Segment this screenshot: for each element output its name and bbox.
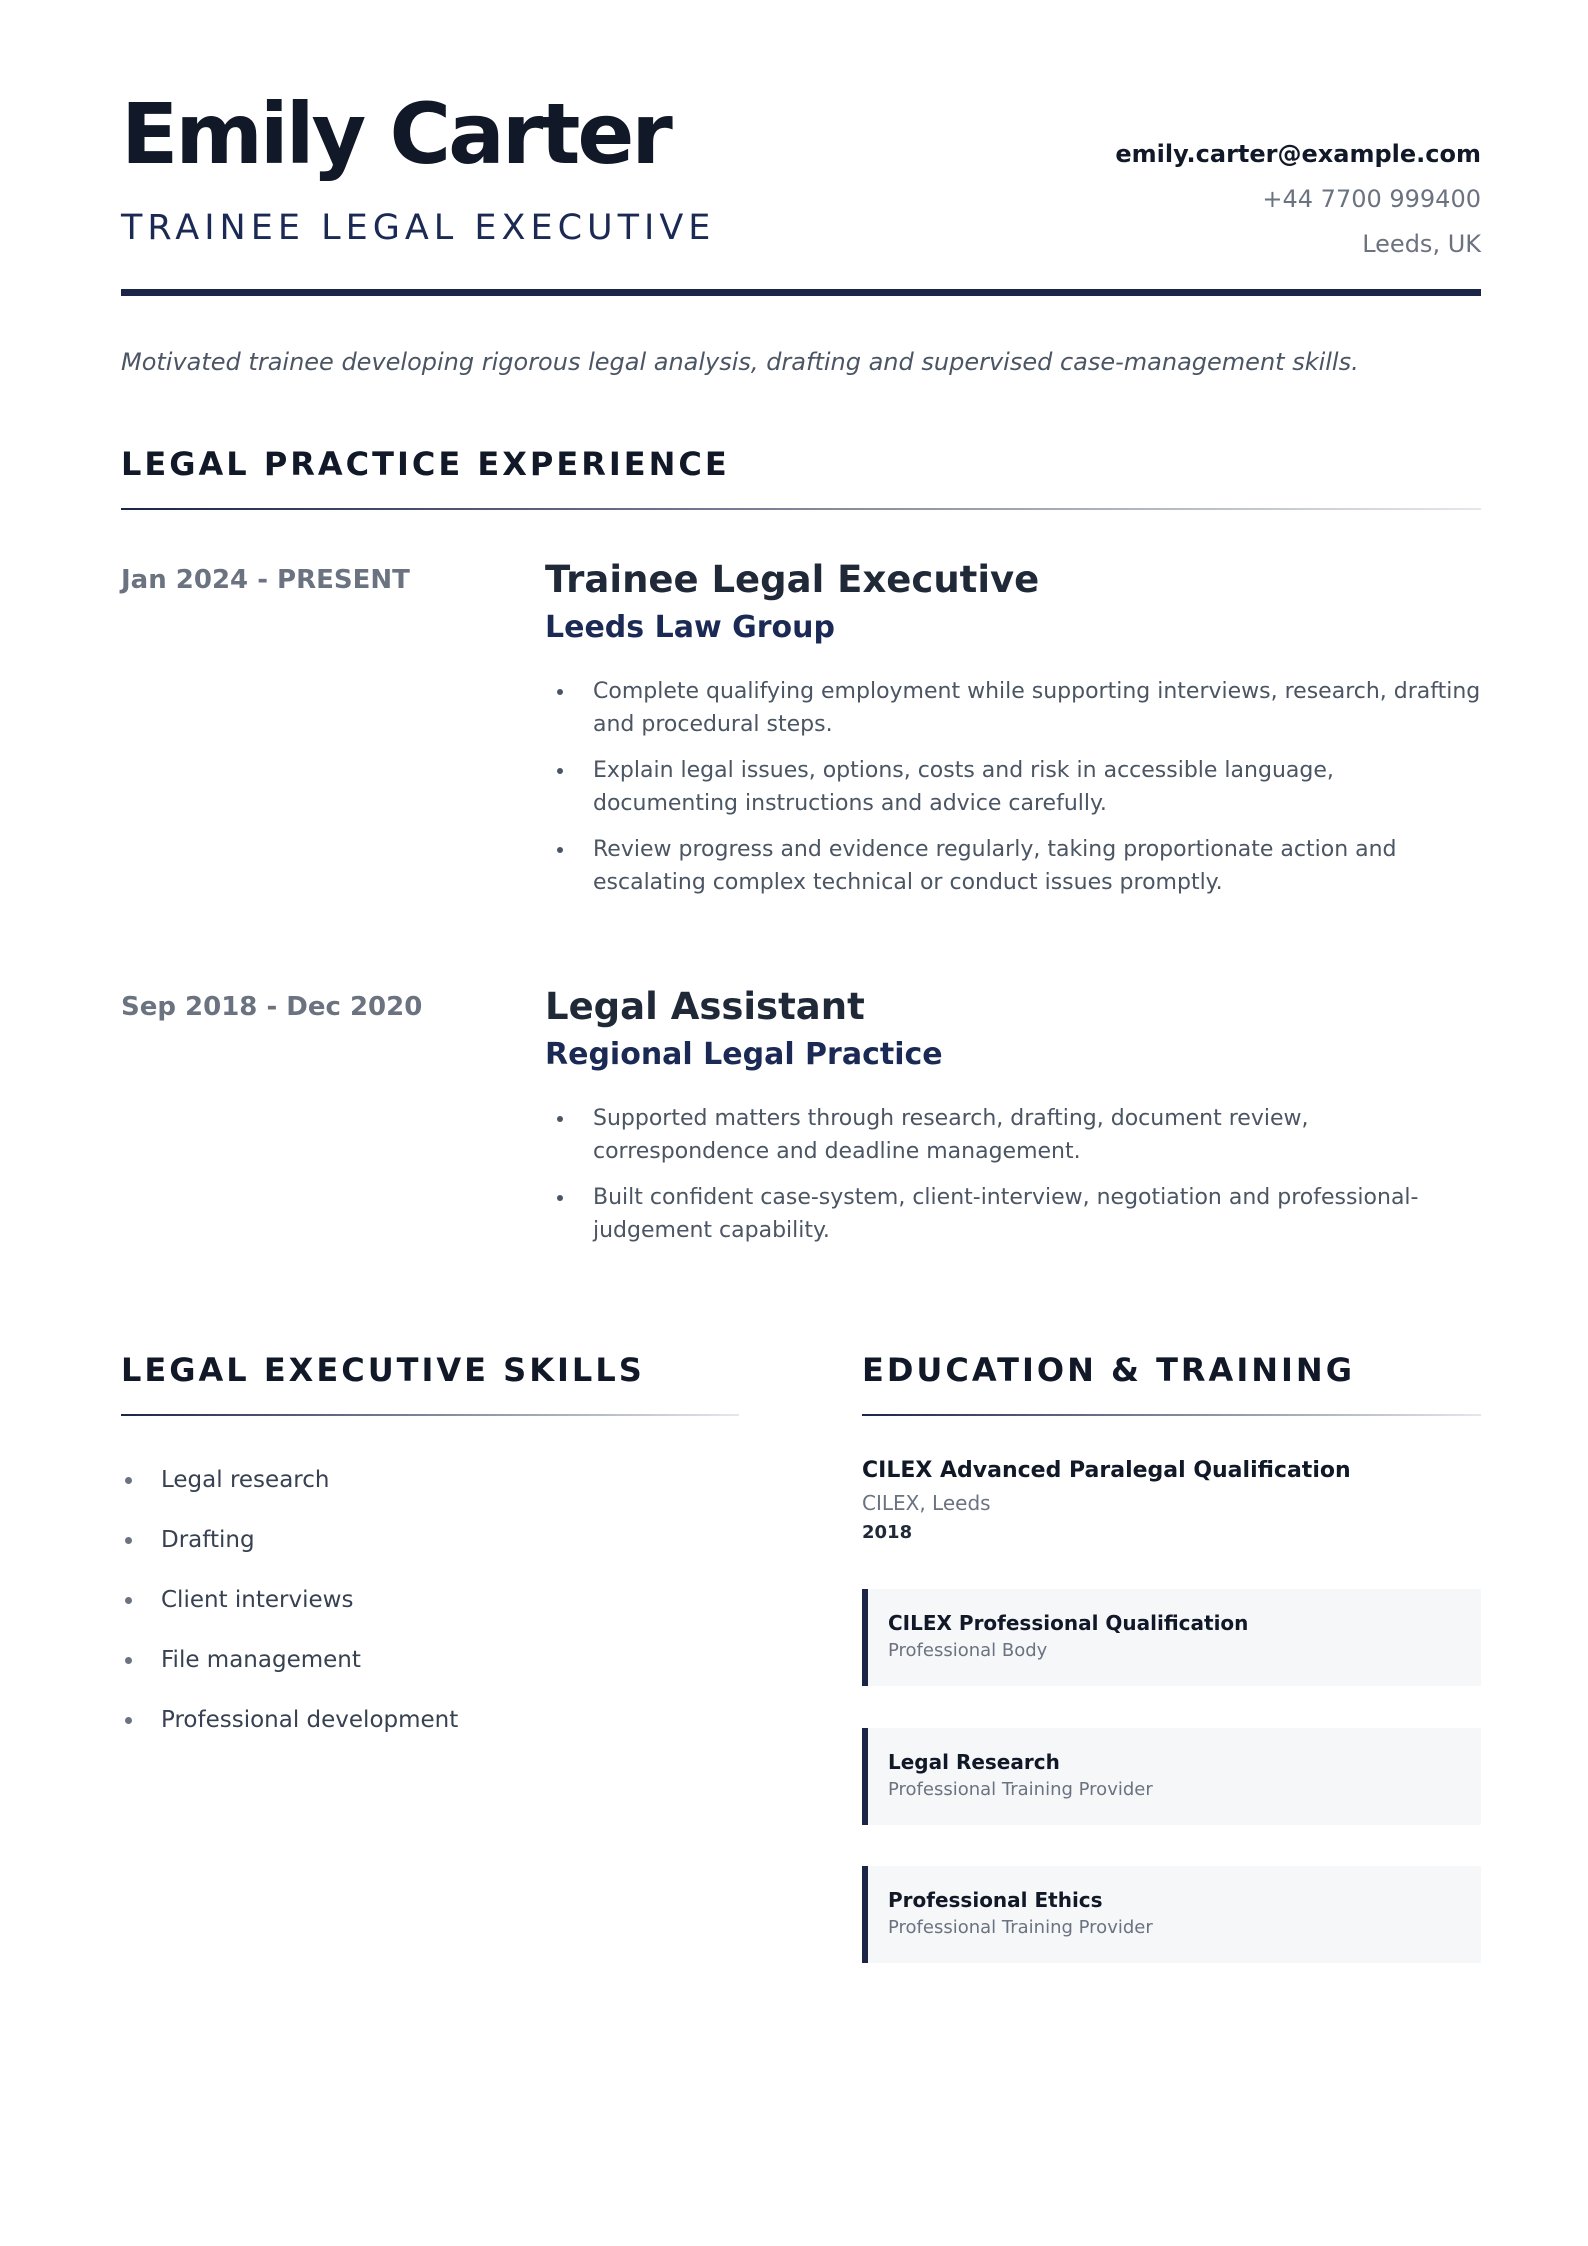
contact-phone[interactable]: +44 7700 999400	[1262, 185, 1481, 213]
certification-provider: Professional Training Provider	[888, 1917, 1153, 1938]
experience-section-divider	[121, 508, 1481, 510]
skills-section-title: LEGAL EXECUTIVE SKILLS	[121, 1351, 645, 1389]
job-company: Leeds Law Group	[545, 610, 835, 645]
skills-section-divider	[121, 1414, 739, 1416]
education-year: 2018	[862, 1522, 913, 1543]
education-entry	[862, 1455, 1351, 1547]
skill-item: Legal research	[121, 1463, 458, 1523]
education-section-title: EDUCATION & TRAINING	[862, 1351, 1355, 1389]
job-bullet: Explain legal issues, options, costs and risk in accessible language, documenting instructions and advice carefully.	[545, 754, 1481, 820]
certification-provider: Professional Training Provider	[888, 1779, 1153, 1800]
certification-title: Legal Research	[888, 1750, 1060, 1774]
skill-item: Client interviews	[121, 1583, 458, 1643]
skill-item: Drafting	[121, 1523, 458, 1583]
job-bullet: Review progress and evidence regularly, taking proportionate action and escalating complex technical or conduct issues promptly.	[545, 833, 1481, 899]
certification-title: CILEX Professional Qualification	[888, 1611, 1249, 1635]
education-section-divider	[862, 1414, 1481, 1416]
education-institution: CILEX, Leeds	[862, 1491, 991, 1515]
candidate-name: Emily Carter	[121, 85, 670, 183]
profile-summary: Motivated trainee developing rigorous legal analysis, drafting and supervised case-management skills.	[121, 348, 1359, 376]
skill-item: File management	[121, 1643, 458, 1703]
contact-location: Leeds, UK	[1362, 230, 1481, 258]
candidate-role: TRAINEE LEGAL EXECUTIVE	[121, 208, 716, 248]
certification-card	[862, 1866, 1481, 1963]
contact-block	[1115, 132, 1481, 267]
job-details	[545, 557, 1481, 912]
job-bullets	[545, 1102, 1481, 1247]
job-dates: Sep 2018 - Dec 2020	[121, 992, 423, 1022]
job-bullets	[545, 675, 1481, 899]
contact-email[interactable]: emily.carter@example.com	[1115, 140, 1481, 168]
education-qualification: CILEX Advanced Paralegal Qualification	[862, 1458, 1351, 1483]
experience-section-title: LEGAL PRACTICE EXPERIENCE	[121, 445, 730, 483]
skills-list	[121, 1463, 458, 1763]
certification-provider: Professional Body	[888, 1640, 1048, 1661]
job-title: Legal Assistant	[545, 985, 865, 1028]
certification-title: Professional Ethics	[888, 1888, 1103, 1912]
job-bullet: Built confident case-system, client-interview, negotiation and professional-judgement capability.	[545, 1181, 1481, 1247]
job-title: Trainee Legal Executive	[545, 558, 1040, 601]
certification-card	[862, 1728, 1481, 1825]
job-bullet: Complete qualifying employment while supporting interviews, research, drafting and procedural steps.	[545, 675, 1481, 741]
certification-card	[862, 1589, 1481, 1686]
skill-item: Professional development	[121, 1703, 458, 1763]
job-dates: Jan 2024 - PRESENT	[121, 565, 410, 595]
header-divider	[121, 289, 1481, 296]
job-company: Regional Legal Practice	[545, 1037, 943, 1072]
job-details	[545, 984, 1481, 1260]
job-bullet: Supported matters through research, drafting, document review, correspondence and deadline management.	[545, 1102, 1481, 1168]
